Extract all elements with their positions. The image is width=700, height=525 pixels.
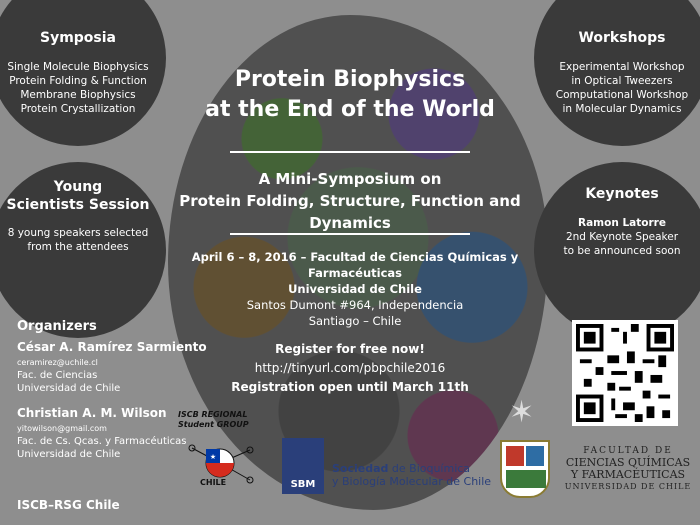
registration-block [190, 340, 510, 397]
sbm-line2: y Biología Molecular de Chile [332, 475, 492, 488]
workshops-item: Experimental Workshop [559, 61, 685, 73]
qr-code[interactable] [572, 320, 678, 426]
fac-line4: UNIVERSIDAD DE CHILE [564, 482, 692, 491]
keynote-line3: to be announced soon [563, 245, 681, 257]
symposia-item: Protein Folding & Function [9, 75, 147, 87]
fac-line2: CIENCIAS QUÍMICAS [565, 456, 691, 469]
fac-line1: FACULTAD DE [583, 446, 673, 456]
subtitle-line2: Protein Folding, Structure, Function and Dynamics [179, 192, 521, 232]
sbm-logo-text [332, 462, 491, 488]
sbm-line1-rest: de Bioquímica [388, 462, 471, 475]
keynote-line2: 2nd Keynote Speaker [565, 231, 679, 243]
sbm-line1-bold: Sociedad [332, 462, 389, 475]
rsg-line1: ISCB REGIONAL [178, 410, 248, 419]
symposia-circle [0, 0, 166, 146]
workshops-item: in Molecular Dynamics [562, 103, 682, 115]
keynote-speaker: Ramon Latorre [578, 217, 666, 229]
sbm-initials: SBM [290, 479, 316, 490]
divider [230, 233, 470, 235]
young-title-line1: Young [53, 179, 103, 195]
rsg-chile-text: CHILE [200, 478, 227, 487]
qr-code-image [576, 324, 674, 422]
workshops-item: Computational Workshop [555, 89, 689, 101]
event-city: Santiago – Chile [308, 314, 402, 328]
organizer-name: César A. Ramírez Sarmiento [17, 340, 207, 354]
event-title [200, 65, 500, 125]
workshops-item: in Optical Tweezers [571, 75, 673, 87]
subtitle-line1: A Mini-Symposium on [258, 170, 442, 188]
iscb-rsg-label: ISCB–RSG Chile [17, 498, 120, 512]
workshops-circle [534, 0, 700, 146]
fac-line3: Y FARMACÉUTICAS [570, 468, 686, 481]
organizer-dept: Fac. de Ciencias [17, 370, 98, 381]
symposia-item: Single Molecule Biophysics [7, 61, 149, 73]
event-subtitle [140, 168, 560, 234]
register-deadline: Registration open until March 11th [231, 380, 469, 394]
organizer-uni: Universidad de Chile [17, 383, 121, 394]
young-title-line2: Scientists Session [6, 197, 150, 213]
event-university: Universidad de Chile [288, 282, 422, 296]
organizers-heading: Organizers [17, 319, 97, 334]
title-line2: at the End of the World [205, 97, 495, 122]
rsg-line2: Student GROUP [178, 420, 249, 429]
faculty-logo-text [558, 445, 698, 493]
event-address: Santos Dumont #964, Independencia [246, 298, 464, 312]
organizer-uni: Universidad de Chile [17, 449, 121, 460]
organizer-name: Christian A. M. Wilson [17, 406, 167, 420]
event-dates: April 6 – 8, 2016 – Facultad de Ciencias Químicas y Farmacéuticas [191, 250, 519, 280]
organizers-section [17, 320, 207, 473]
workshops-title: Workshops [578, 30, 666, 46]
star-icon: ✶ [509, 395, 535, 430]
title-line1: Protein Biophysics [234, 67, 466, 92]
young-body-line1: 8 young speakers selected [7, 227, 149, 239]
faculty-shield-logo [500, 440, 550, 498]
organizer-email[interactable]: yitowilson@gmail.com [17, 424, 107, 433]
svg-text:★: ★ [209, 453, 217, 461]
young-body-line2: from the attendees [27, 241, 129, 253]
sbm-logo [282, 438, 324, 494]
keynotes-title: Keynotes [585, 186, 659, 202]
rsg-logo-text [178, 410, 249, 430]
symposia-item: Protein Crystallization [20, 103, 136, 115]
register-url[interactable]: http://tinyurl.com/pbpchile2016 [254, 361, 446, 375]
register-cta: Register for free now! [275, 342, 425, 356]
event-info [160, 249, 550, 329]
organizer-entry [17, 341, 207, 395]
symposia-title: Symposia [39, 30, 116, 46]
symposia-item: Membrane Biophysics [20, 89, 136, 101]
organizer-dept: Fac. de Cs. Qcas. y Farmacéuticas [17, 436, 187, 447]
divider [230, 151, 470, 153]
organizer-email[interactable]: ceramirez@uchile.cl [17, 358, 98, 367]
